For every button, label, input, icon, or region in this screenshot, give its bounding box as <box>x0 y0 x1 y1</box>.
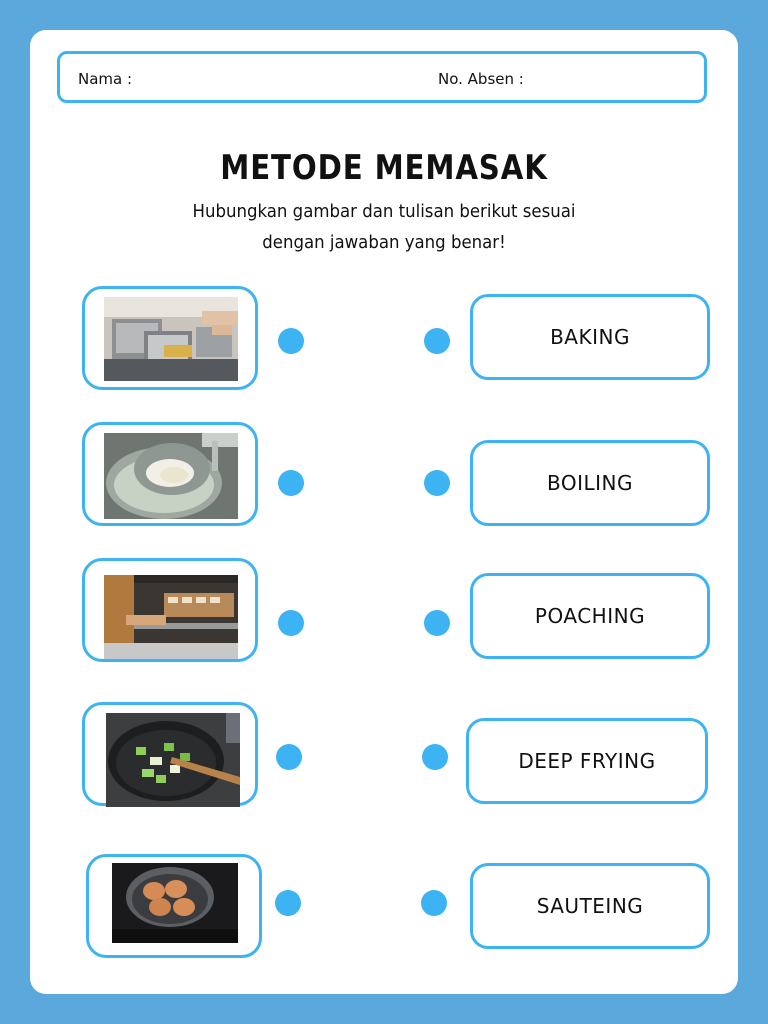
picture-card-5[interactable] <box>86 854 262 958</box>
boiling-eggs-photo <box>112 863 238 943</box>
saute-pan-photo <box>106 713 240 807</box>
deep-fryer-photo <box>104 297 238 381</box>
word-label-sauteing: SAUTEING <box>536 894 644 918</box>
match-dot-right-2[interactable] <box>424 470 450 496</box>
match-dot-right-5[interactable] <box>421 890 447 916</box>
picture-card-1[interactable] <box>82 286 258 390</box>
match-dot-right-1[interactable] <box>424 328 450 354</box>
picture-card-3[interactable] <box>82 558 258 662</box>
absen-field-label[interactable]: No. Absen : <box>438 70 524 88</box>
student-info-box <box>57 51 707 103</box>
word-card-1[interactable] <box>470 294 710 380</box>
name-field-label[interactable]: Nama : <box>78 70 133 88</box>
instructions-line-2: dengan jawaban yang benar! <box>262 232 506 253</box>
word-card-2[interactable] <box>470 440 710 526</box>
worksheet <box>30 30 738 994</box>
match-dot-left-5[interactable] <box>275 890 301 916</box>
match-dot-right-3[interactable] <box>424 610 450 636</box>
match-dot-left-4[interactable] <box>276 744 302 770</box>
picture-card-2[interactable] <box>82 422 258 526</box>
picture-card-4[interactable] <box>82 702 258 806</box>
match-dot-left-1[interactable] <box>278 328 304 354</box>
word-label-deep-frying: DEEP FRYING <box>518 749 656 773</box>
match-dot-left-3[interactable] <box>278 610 304 636</box>
word-card-5[interactable] <box>470 863 710 949</box>
instructions <box>154 196 614 258</box>
poaching-strainer-photo <box>104 433 238 519</box>
match-dot-right-4[interactable] <box>422 744 448 770</box>
page-title: METODE MEMASAK <box>220 148 548 188</box>
word-card-4[interactable] <box>466 718 708 804</box>
word-label-boiling: BOILING <box>546 471 633 495</box>
match-dot-left-2[interactable] <box>278 470 304 496</box>
word-label-poaching: POACHING <box>534 604 646 628</box>
word-label-baking: BAKING <box>550 325 630 349</box>
oven-baking-photo <box>104 575 238 659</box>
instructions-line-1: Hubungkan gambar dan tulisan berikut sesuai <box>192 201 576 222</box>
word-card-3[interactable] <box>470 573 710 659</box>
